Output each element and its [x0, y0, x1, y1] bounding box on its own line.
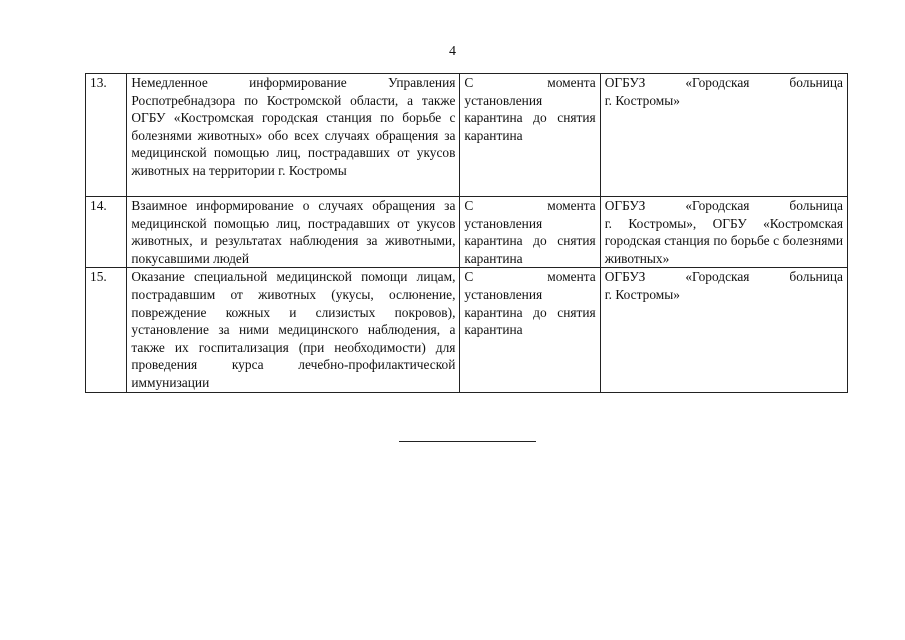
responsible-cell [600, 74, 847, 197]
term-rest: установления карантина до снятия карантина [464, 215, 596, 266]
table-row [86, 197, 848, 268]
term-first-line: С момента [464, 269, 596, 285]
table-row [86, 74, 848, 197]
term-first-line: С момента [464, 75, 596, 90]
responsible-cell [600, 197, 847, 268]
action-cell: Немедленное информирование Управления Роспотребнадзора по Костромской области, а также ОГБУ «Костромская городская станция по борьбе с болезнями животных» обо всех случаях обращения за медицинской помощью лиц, пострадавших от укусов животных на территории г. Костромы [127, 74, 460, 197]
responsible-first-line: ОГБУЗ «Городская больница [604, 269, 843, 285]
term-rest: установления карантина до снятия карантина [464, 92, 596, 143]
responsible-rest: г. Костромы», ОГБУ «Костромская городская станция по борьбе с болезнями животных» [604, 215, 843, 266]
responsible-rest: г. Костромы» [604, 286, 680, 302]
measures-table [85, 73, 848, 393]
row-number: 14. [86, 197, 127, 268]
footer-rule [399, 441, 536, 442]
responsible-cell [600, 268, 847, 392]
row-number: 13. [86, 74, 127, 197]
row-number: 15. [86, 268, 127, 392]
term-cell [460, 74, 600, 197]
term-cell [460, 268, 600, 392]
action-cell: Оказание специальной медицинской помощи лицам, пострадавшим от животных (укусы, ослюнение, повреждение кожных и слизистых покровов), установление за ними медицинского наблюдения, а также их госпитализация (при необходимости) для проведения курса лечебно-профилактической иммунизации [127, 268, 460, 392]
responsible-rest: г. Костромы» [604, 92, 680, 108]
responsible-first-line: ОГБУЗ «Городская больница [604, 198, 843, 213]
term-rest: установления карантина до снятия карантина [464, 286, 596, 338]
page-number: 4 [449, 44, 456, 59]
table-row [86, 268, 848, 392]
term-cell [460, 197, 600, 268]
responsible-first-line: ОГБУЗ «Городская больница [604, 75, 843, 90]
action-cell: Взаимное информирование о случаях обращения за медицинской помощью лиц, пострадавших от укусов животных, и результатах наблюдения за животными, покусавшими людей [127, 197, 460, 268]
term-first-line: С момента [464, 198, 596, 213]
